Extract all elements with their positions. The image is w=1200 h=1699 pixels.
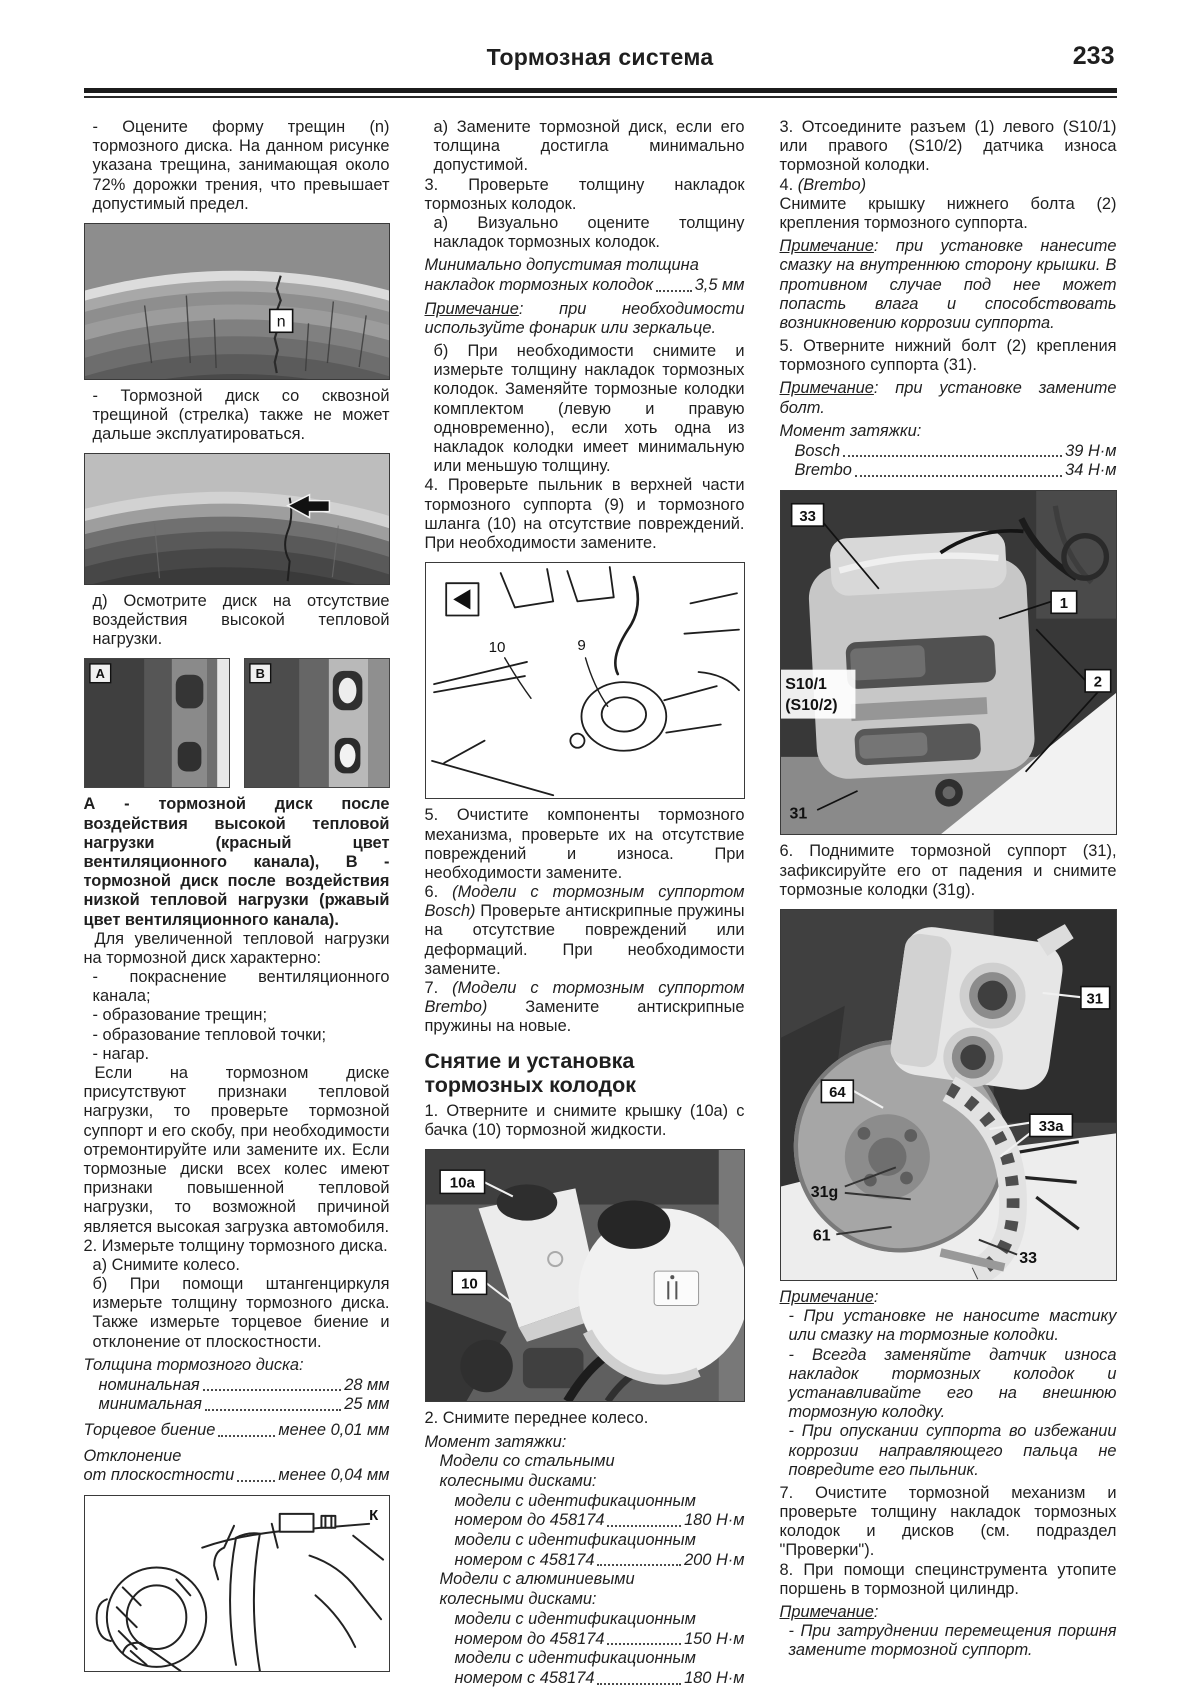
paragraph: а) Визуально оцените толщину накладок тормозных колодок. <box>433 213 745 252</box>
paragraph: А - тормозной диск после воздействия высокой тепловой нагрузки (красный цвет вентиляционного канала), В - тормозной диск после воздействия низкой тепловой нагрузки (ржавый цвет вентиляционного канала). <box>83 795 390 929</box>
figure-label-64: 64 <box>828 1085 846 1102</box>
spec-line: Минимально допустимая толщина <box>424 256 699 275</box>
paragraph: 7. Очистите тормозной механизм и проверьте толщину накладок тормозных колодок и дисков (см. подраздел "Проверки"). <box>779 1483 1117 1560</box>
spec-line: Модели с алюминиевыми <box>439 1570 635 1589</box>
spec-line: колесными дисками: <box>439 1472 597 1491</box>
figure-caliper-photo <box>780 490 1117 836</box>
paragraph: 3. Проверьте толщину накладок тормозных колодок. <box>424 175 745 213</box>
spec-line: номинальная 28 мм <box>98 1375 390 1394</box>
paragraph: Если на тормозном диске присутствуют признаки тепловой нагрузки, то проверьте тормозной суппорт и его скобу, при необходимости отремонтируйте или замените их. Если тормозные диски всех колес имеют признаки повышенной тепловой нагрузки, то возможной причиной является высокая загрузка автомобиля. <box>83 1064 390 1236</box>
figure-label-31g: 31g <box>810 1184 838 1202</box>
figure-disc-measurement-drawing <box>84 1495 390 1672</box>
figure-brake-fluid-reservoir-photo <box>425 1149 745 1402</box>
column-right <box>780 118 1117 1693</box>
spec-line: номером с 458174 200 Н·м <box>454 1550 745 1569</box>
figure-label-61: 61 <box>812 1227 831 1245</box>
paragraph: а) Снимите колесо. <box>92 1255 240 1274</box>
dotted-leader <box>597 1683 681 1685</box>
header-rule <box>84 88 1117 98</box>
page-header <box>84 44 1117 80</box>
paragraph: Для увеличенной тепловой нагрузки на тормозной диск характерно: <box>83 929 390 967</box>
spec-values <box>780 422 1117 481</box>
note <box>780 379 1117 417</box>
paragraph: б) При необходимости снимите и измерьте толщину накладок тормозных колодок. Заменяйте тормозные колодки комплектом (левую и правую одновременно), если хоть одна из накладок колодки имеет минимальную или меньшую толщину. <box>433 342 745 476</box>
pads-removal-image <box>781 910 1116 1280</box>
paragraph: 5. Очистите компоненты тормозного механизма, проверьте их на отсутствие повреждений и износа. При необходимости замените. <box>424 806 745 882</box>
note-item: - Всегда заменяйте датчик износа накладок тормозных колодок и устанавливайте его на внешнюю тормозную колодку. <box>788 1345 1117 1422</box>
note-lead-line: Примечание: при установке замените болт. <box>779 379 1117 417</box>
dotted-leader <box>203 1389 342 1391</box>
spec-line: номером до 458174 180 Н·м <box>454 1511 745 1530</box>
disc-a-image <box>85 659 229 787</box>
figure-label-s10-2: (S10/2) <box>784 696 838 714</box>
page-number: 233 <box>1072 42 1115 70</box>
section-heading: Снятие и установка тормозных колодок <box>424 1048 637 1097</box>
figure-label-10: 10 <box>460 1275 478 1293</box>
spec-line: от плоскостности менее 0,04 мм <box>83 1466 390 1485</box>
disc-b-image <box>245 659 389 787</box>
reservoir-image <box>426 1150 744 1401</box>
spec-line: Момент затяжки: <box>779 421 922 440</box>
paragraph: б) При помощи штангенциркуля измерьте толщину тормозного диска. Также измерьте торцевое биение и отклонение от плоскостности. <box>92 1275 390 1351</box>
figure-disc-through-crack-photo <box>84 453 390 584</box>
paragraph: Снимите крышку нижнего болта (2) крепления тормозного суппорта. <box>779 194 1117 232</box>
caliper-photo-image <box>781 491 1116 835</box>
paragraph: 2. Измерьте толщину тормозного диска. <box>83 1236 388 1255</box>
page-title: Тормозная система <box>486 44 714 70</box>
content-columns <box>84 118 1117 1693</box>
spec-line: Brembo 34 Н·м <box>794 461 1117 480</box>
figure-label-1: 1 <box>1059 595 1068 612</box>
paragraph: 6. (Модели с тормозным суппортом Bosch) Проверьте антискрипные пружины на отсутствие повреждений или деформаций. При необходимости замените. <box>424 883 745 978</box>
paragraph: - Оцените форму трещин (n) тормозного диска. На данном рисунке указана трещина, занимающая около 72% дорожки трения, что превышает допустимый предел. <box>92 118 390 213</box>
spec-line: Bosch 39 Н·м <box>794 441 1117 460</box>
paragraph: 4. Проверьте пыльник в верхней части тормозного суппорта (9) и тормозного шланга (10) на отсутствие повреждений. При необходимости замените. <box>424 476 745 552</box>
caliper-boot-image <box>426 563 744 798</box>
figure-disc-a <box>84 658 230 788</box>
note-lead-line: Примечание: при необходимости используйте фонарик или зеркальце. <box>424 299 745 337</box>
note <box>425 300 745 338</box>
note-lead-line: Примечание: <box>779 1288 879 1307</box>
note-lead-line: Примечание: при установке нанесите смазку на внутреннюю сторону крышки. В противном случае под нее может попасть влага и способствовать возникновению коррозии суппорта. <box>779 237 1117 332</box>
paragraph: - нагар. <box>92 1044 150 1063</box>
dotted-leader <box>218 1435 275 1437</box>
figure-disc-heat-comparison <box>84 658 390 788</box>
spec-values <box>425 1433 745 1689</box>
paragraph: а) Замените тормозной диск, если его толщина достигла минимально допустимой. <box>433 118 745 175</box>
note-item: - При затруднении перемещения поршня замените тормозной суппорт. <box>788 1622 1117 1660</box>
spec-line: номером до 458174 150 Н·м <box>454 1629 745 1648</box>
figure-label-k: К <box>368 1507 378 1524</box>
figure-label-10: 10 <box>488 638 505 656</box>
disc-measurement-image <box>85 1496 389 1671</box>
dotted-leader <box>843 455 1062 457</box>
figure-label-31: 31 <box>1085 991 1103 1008</box>
figure-disc-b <box>244 658 390 788</box>
dotted-leader <box>205 1409 341 1411</box>
paragraph: 1. Отверните и снимите крышку (10а) с бачка (10) тормозной жидкости. <box>424 1101 745 1139</box>
note-item: - При установке не наносите мастику или смазку на тормозные колодки. <box>788 1307 1117 1345</box>
spec-line: Момент затяжки: <box>424 1432 567 1451</box>
paragraph: - образование трещин; <box>92 1006 268 1025</box>
paragraph: 3. Отсоедините разъем (1) левого (S10/1) или правого (S10/2) датчика износа тормозной колодки. <box>779 118 1117 175</box>
disc-crack-image <box>85 224 389 379</box>
figure-label-33: 33 <box>1018 1250 1037 1268</box>
dotted-leader <box>237 1480 275 1482</box>
figure-caliper-boot-drawing <box>425 562 745 799</box>
spec-line: минимальная 25 мм <box>98 1395 390 1414</box>
dotted-leader <box>607 1525 681 1527</box>
figure-disc-crack-photo <box>84 223 390 380</box>
figure-label-b: В <box>255 666 265 682</box>
spec-values <box>425 256 745 295</box>
figure-label-2: 2 <box>1093 674 1102 691</box>
note-item: - При опускании суппорта во избежании коррозии направляющего пальца не повредите его пыльник. <box>788 1422 1117 1479</box>
dotted-leader <box>656 290 692 292</box>
column-center <box>425 118 745 1693</box>
paragraph: 6. Поднимите тормозной суппорт (31), зафиксируйте его от падения и снимите тормозные колодки (31g). <box>779 842 1117 899</box>
note-lead-line: Примечание: <box>779 1603 879 1622</box>
spec-line: номером с 458174 180 Н·м <box>454 1668 745 1687</box>
spec-line: модели с идентификационным <box>454 1609 696 1628</box>
paragraph: 4. (Brembo) <box>779 175 867 194</box>
paragraph: - покраснение вентиляционного канала; <box>92 968 390 1006</box>
manual-page <box>84 0 1117 1693</box>
spec-line: накладок тормозных колодок 3,5 мм <box>424 276 745 294</box>
spec-values <box>84 1356 390 1486</box>
column-left <box>84 118 390 1693</box>
figure-label-9: 9 <box>576 636 586 654</box>
figure-label-33a: 33a <box>1038 1119 1064 1136</box>
figure-label-31: 31 <box>789 805 807 823</box>
figure-label-n: n <box>276 313 286 331</box>
disc-through-crack-image <box>85 454 389 583</box>
figure-label-33: 33 <box>798 508 816 525</box>
spec-line: Модели со стальными <box>439 1452 615 1471</box>
note <box>780 1288 1117 1480</box>
note <box>780 237 1117 333</box>
spec-line: модели с идентификационным <box>454 1531 696 1550</box>
paragraph: 8. При помощи специнструмента утопите поршень в тормозной цилиндр. <box>779 1560 1117 1598</box>
dotted-leader <box>597 1564 681 1566</box>
figure-label-a: А <box>95 666 105 682</box>
paragraph: д) Осмотрите диск на отсутствие воздействия высокой тепловой нагрузки. <box>92 591 390 648</box>
paragraph: 7. (Модели с тормозным суппортом Brembo) Замените антискрипные пружины на новые. <box>424 979 745 1036</box>
figure-pads-removal-photo <box>780 909 1117 1281</box>
spec-line: Толщина тормозного диска: <box>83 1355 304 1374</box>
dotted-leader <box>607 1643 681 1645</box>
spec-line: Отклонение <box>83 1446 182 1465</box>
paragraph: - Тормозной диск со сквозной трещиной (стрелка) также не может дальше эксплуатироваться. <box>92 386 390 444</box>
note <box>780 1603 1117 1661</box>
spec-line: Торцевое биение менее 0,01 мм <box>83 1420 390 1439</box>
figure-label-10a: 10a <box>449 1174 475 1192</box>
spec-line: модели с идентификационным <box>454 1649 696 1668</box>
paragraph: 5. Отверните нижний болт (2) крепления тормозного суппорта (31). <box>779 337 1117 375</box>
dotted-leader <box>855 475 1062 477</box>
paragraph: - образование тепловой точки; <box>92 1025 327 1044</box>
spec-line: модели с идентификационным <box>454 1491 696 1510</box>
spec-line: колесными дисками: <box>439 1590 597 1609</box>
paragraph: 2. Снимите переднее колесо. <box>424 1409 649 1428</box>
figure-label-s10-1: S10/1 <box>784 675 827 693</box>
